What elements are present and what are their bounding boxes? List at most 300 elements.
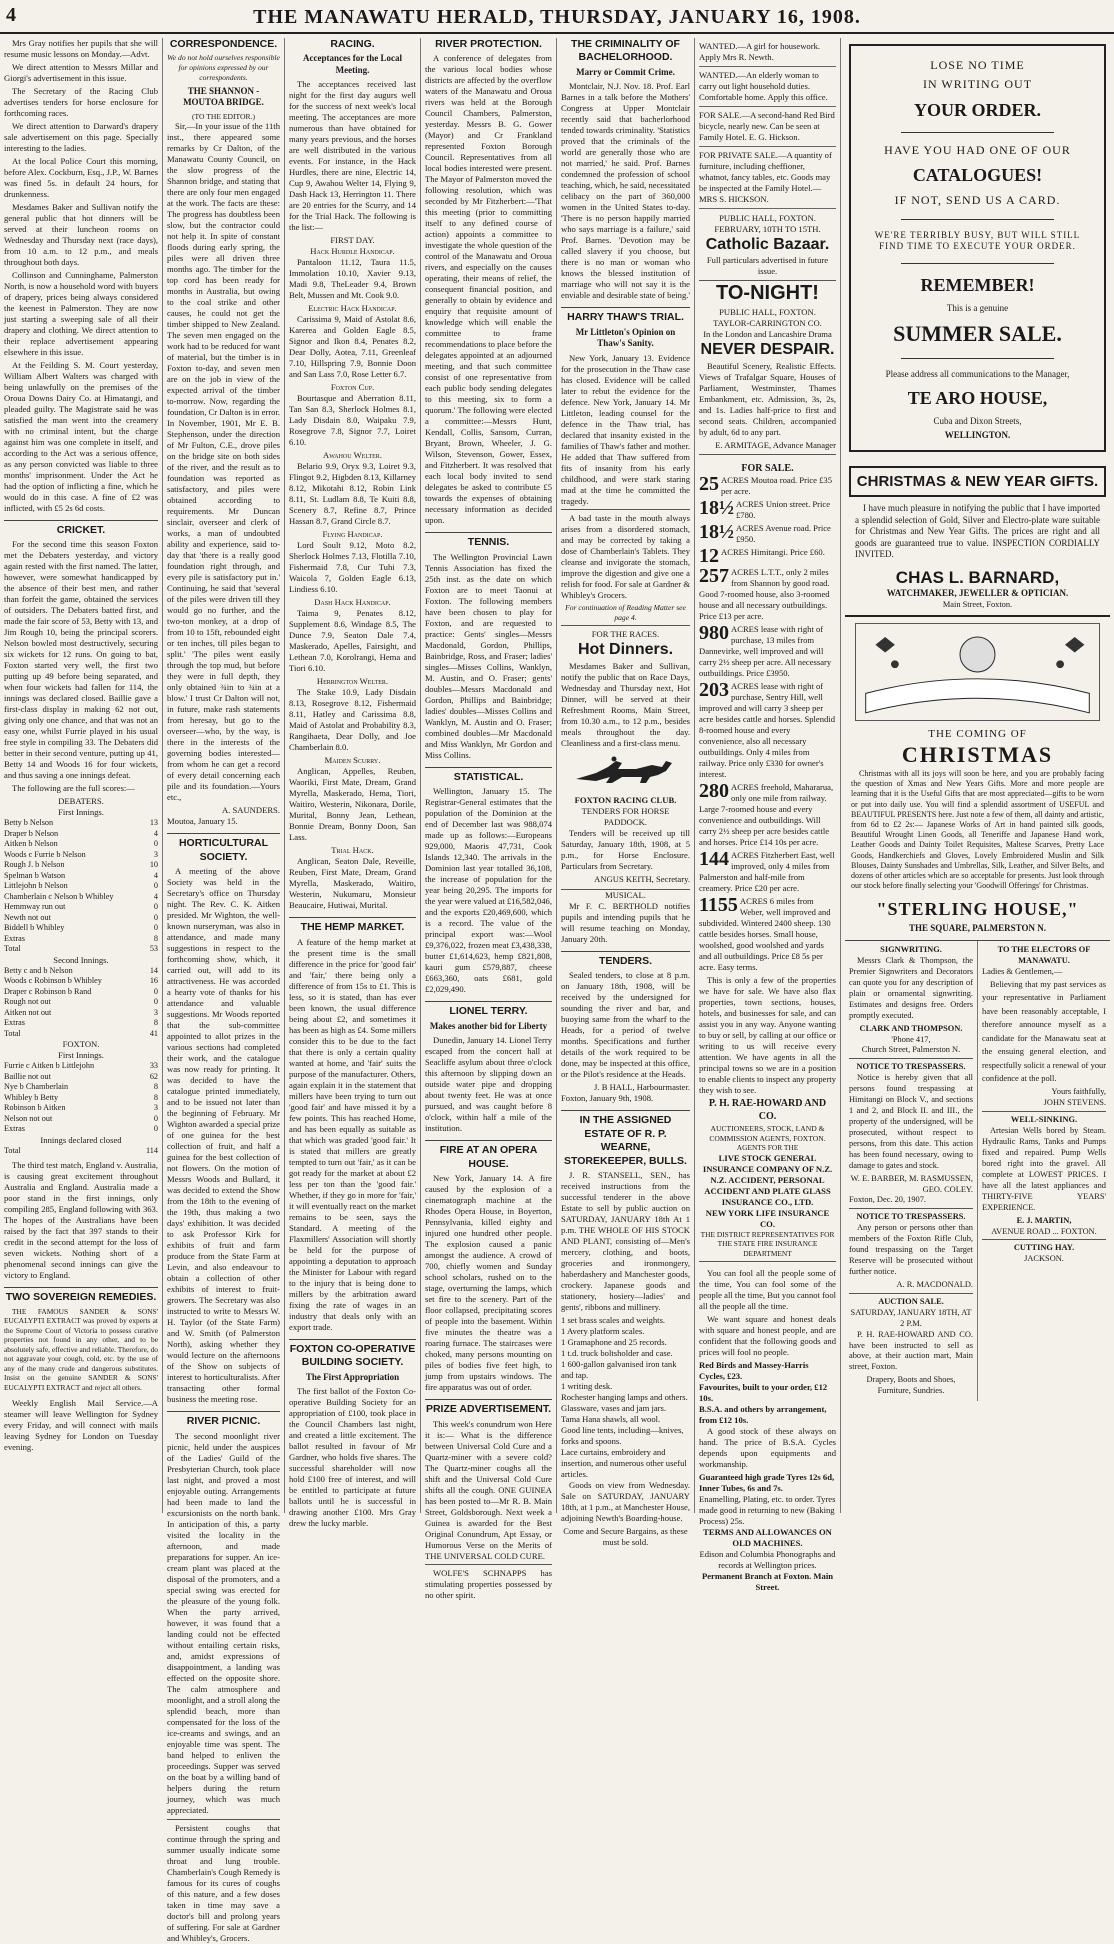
- insurance-company: N.Z. ACCIDENT, PERSONAL ACCIDENT AND PLATE GLASS INSURANCE CO., LTD.: [704, 1174, 831, 1207]
- column-4: [420, 38, 556, 1600]
- property-item: [699, 624, 836, 679]
- well-sinking-address: AVENUE ROAD ... FOXTON.: [982, 1227, 1106, 1241]
- batsman-runs: 0: [153, 902, 158, 912]
- property-description: ACRES Himitangi. Price £60.: [721, 547, 825, 558]
- hemp-market-report: A feature of the hemp market at the present time is the small difference in the price for 'good fair' and 'fair,' there being only a difference of from 15s to £1. This is less, so it is stated, than has ever been known, the usual difference being about £2, and sometimes it has been as high as £4. Some millers consider this to be due to the fact that there is only a certain quality wanted at home, and 'fair' suits the purpose of the manufacturer. Others, again explain it in the statement that millers have been trying to turn out 'good fair' and have missed it by a few points. This has reached Home, and has been equally as suitable as that which was graded 'good fair.' It is stated that millers are greatly tempted to turn out 'fair,' as it can be got ready for the market at about £2 less per ton than the 'good fair.' Whether, if they go in more for 'fair,' it will eventually react on the market remains to be seen, says the Standard. A meeting of the Flaxmillers' Association will shortly be held for the purpose of appointing a deputation to approach the Minister for Labour with regard to the injury that is being done to millers by the arbitration award fixing the rate of wages in an industry that deals only with an export trade.: [289, 936, 416, 1332]
- insurance-department: THE DISTRICT REPRESENTATIVES FOR THE STATE FIRE INSURANCE DEPARTMENT: [699, 1230, 836, 1262]
- column-7: [840, 38, 1114, 1513]
- batsman-name: Whibley b Betty: [4, 1092, 59, 1102]
- score-row: [4, 850, 158, 861]
- property-acres: 980: [699, 622, 729, 645]
- local-note: Mesdames Baker and Sullivan notify the general public that hot dinners will be served at their luncheon rooms on Wednesday and Thursday next (race days), from 10 a.m. to 12 p.m., and meals throughout both days.: [4, 202, 158, 267]
- correspondence-note: We do not hold ourselves responsible for opinions expressed by our correspondents.: [167, 53, 280, 82]
- for-the-races: FOR THE RACES.: [591, 629, 660, 640]
- race-event-entries: Bourtasque and Aberration 8.11, Tan San 8.3, Sherlock Holmes 8.1, Lady Disdain 8.0, Waipaku 7.9, Rosegrove 7.8, Signor 7.7, Loiret 6.10.: [289, 393, 416, 448]
- second-innings-label: Second Innings.: [53, 954, 109, 965]
- local-note: The Secretary of the Racing Club advertises tenders for horse enclosure for forthcoming races.: [4, 86, 158, 118]
- batsman-name: Robinson b Aitken: [4, 1103, 66, 1113]
- for-sale-ad: FOR PRIVATE SALE.—A quantity of furniture, including cheffioner, whatnot, fancy tables, etc. Goods may be inspected at the Family Hotel.—MRS S. HICKSON.: [699, 147, 836, 209]
- estate-item: Good line tents, including—knives, forks and spoons.: [561, 1424, 684, 1446]
- sterling-house-name: "STERLING HOUSE,": [876, 898, 1079, 919]
- foxton-heading: FOXTON.: [62, 1039, 100, 1050]
- lionel-terry-subheading: Makes another bid for Liberty: [429, 1020, 548, 1031]
- batsman-name: Draper b Nelson: [4, 828, 59, 838]
- well-sinking-heading: WELL-SINKING.: [1010, 1115, 1078, 1125]
- ad-line: TE ARO HOUSE,: [907, 387, 1048, 408]
- lionel-terry-report: Dunedin, January 14. Lionel Terry escaped from the concert hall at Seacliffe asylum about three o'clock this afternoon by slipping down an outside water pipe and dropping about twenty feet. He was at once pursued, and was caught before 8 o'clock, within half a mile of the institution.: [425, 1035, 552, 1134]
- sterling-address: THE SQUARE, PALMERSTON N.: [909, 922, 1046, 933]
- score-row: [4, 934, 158, 945]
- total-label: Total: [4, 1028, 21, 1038]
- column-6: [694, 38, 840, 1593]
- debaters-second-innings: [4, 966, 158, 1029]
- score-row: [4, 892, 158, 903]
- catholic-bazaar-heading: Catholic Bazaar.: [705, 236, 830, 253]
- batsman-name: Newth not out: [4, 912, 51, 922]
- branch-text: Permanent Branch at Foxton. Main Street.: [701, 1571, 834, 1593]
- coming-line: THE COMING OF: [928, 727, 1027, 740]
- score-row: [4, 1093, 158, 1104]
- race-event-name: Dash Hack Handicap.: [314, 597, 391, 608]
- batsman-runs: 3: [153, 849, 158, 859]
- property-item: [699, 567, 836, 622]
- total-label: Total: [4, 1145, 21, 1155]
- ad-line: Cuba and Dixon Streets,: [933, 415, 1022, 426]
- batsman-name: Extras: [4, 1018, 25, 1028]
- batsman-name: Hemmway run out: [4, 902, 66, 912]
- agent-name: P. H. RAE-HOWARD AND CO.: [708, 1098, 827, 1123]
- trespass-signature: W. E. BARBER, M. RASMUSSEN, GEO. COLEY.: [850, 1173, 973, 1194]
- score-total: [4, 1146, 158, 1157]
- property-description: ACRES Fitzherbert East, well improved, only 4 miles from Palmerston and half-mile from creamery. Price £20 per acre.: [699, 850, 835, 894]
- for-sale-heading: FOR SALE.: [741, 462, 794, 474]
- trespass-date: Foxton, Dec. 20, 1907.: [849, 1195, 973, 1209]
- score-row: [4, 913, 158, 924]
- estate-item: 1 Gramaphone and 25 records.: [561, 1336, 667, 1347]
- remedy-heading: TWO SOVEREIGN REMEDIES.: [4, 1287, 158, 1304]
- company-name: TAYLOR-CARRINGTON CO.: [713, 318, 822, 329]
- opera-fire-report: New York, January 14. A fire caused by the explosion of a cinematograph machine at the Rhodes Opera House, in Boyerton, Pennsylvania, killed eighty and injured one hundred other people. The explosion caused a panic amongst the audience. A crowd of 700, chiefly women and Sunday school scholars, rushed on to the stage, overturning the lamps, which set fire to the scenery. Part of the floor collapsed, precipitating scores of people into the basement. Within five minutes the theatre was a roaring furnace. The staircases were choked, many persons mounting on piles of bodies five feet high, to jump from upstairs windows. The fire apparatus was out of order.: [425, 1173, 552, 1393]
- first-day-label: FIRST DAY.: [330, 235, 375, 246]
- page-number: 4: [6, 4, 16, 26]
- estate-item: Lace curtains, embroidery and insertion, and numerous other useful articles.: [561, 1446, 687, 1479]
- electors-heading: TO THE ELECTORS OF MANAWATU.: [997, 945, 1091, 966]
- tenders-text: Sealed tenders, to close at 8 p.m. on January 18th, 1908, will be received by the undersigned for sounding the river and bar, and buoying same from the wharf to the Heads, for a period of twelve months. Specifications and further details of the work required to be done, may be inspected at this office, or the Pilot's residence at the Heads.: [561, 970, 690, 1080]
- prize-ad-text: This week's conundrum won Here it is:— What is the difference between Universal Cold Cure and a Quartz-miner with a severe cold? The Quartz-miner coughs all the shift and the Universal Cold Cure shifts all the cough. ONE GUINEA has been posted to—Mr R. B. Main Street, Goldsborough. Next week a Guinea is awarded for the Best Original Conundrum, Apt Essay, or Humorous Verse on the Merits of THE UNIVERSAL COLD CURE.: [425, 1418, 552, 1561]
- score-row: [4, 902, 158, 913]
- tennis-heading: TENNIS.: [425, 532, 552, 549]
- racing-heading: RACING.: [330, 38, 375, 50]
- scores-label: The following are the full scores:—: [12, 783, 135, 794]
- estate-item: Tama Hana shawls, all wool.: [561, 1413, 661, 1424]
- property-item: [699, 545, 836, 568]
- property-acres: 12: [699, 545, 719, 568]
- race-event-name: Flying Handicap.: [322, 529, 383, 540]
- property-item: [699, 475, 836, 497]
- bike-price: Favourites, built to your order, £12 10s.: [699, 1382, 828, 1404]
- batsman-runs: 13: [149, 818, 158, 828]
- newspaper-title: THE MANAWATU HERALD, THURSDAY, JANUARY 16, 1908.: [253, 6, 861, 28]
- drama-title: NEVER DESPAIR.: [700, 341, 835, 359]
- agents-for: AGENTS FOR THE: [736, 1143, 799, 1153]
- edison-text: Edison and Columbia Phonographs and records at Wellington prices.: [699, 1549, 836, 1571]
- estate-item: 1 writing desk.: [561, 1380, 613, 1391]
- debaters-heading: DEBATERS.: [58, 796, 104, 807]
- score-row: [4, 1018, 158, 1029]
- batsman-name: Littlejohn b Nelson: [4, 881, 68, 891]
- estate-bargains: Come and Secure Bargains, as these must be sold.: [563, 1525, 688, 1547]
- river-protection-heading: RIVER PROTECTION.: [435, 38, 542, 50]
- enamel-price: Enamelling, Plating, etc. to order. Tyres made good in returning to new (Baking Process) 25s.: [699, 1494, 836, 1527]
- race-event-name: Herrington Welter.: [316, 676, 389, 687]
- estate-item: 1 600-gallon galvanised iron tank and tap.: [561, 1358, 677, 1380]
- race-event-entries: Carissima 9, Maid of Astolat 8.6, Karerea and Golden Eagle 8.5, Signor and Ikon 8.4, Penates 8.2, Dear Dolly, Aotea, 7.11, Greenleaf 7.10, Hillspring 7.9, Bonnie Doon and San Lass 7.0, Rose Letter 6.7.: [289, 314, 416, 380]
- bike-price: Red Birds and Massey-Harris Cycles, £23.: [699, 1360, 809, 1382]
- column-2: [162, 38, 284, 1943]
- local-note: Mrs Gray notifies her pupils that she will resume music lessons on Monday.—Advt.: [4, 38, 158, 59]
- holly-ribbon-icon: [856, 624, 1099, 720]
- thaw-trial-heading: HARRY THAW'S TRIAL.: [561, 307, 690, 324]
- score-row: [4, 987, 158, 998]
- signwriting-name: CLARK AND THOMPSON.: [859, 1023, 963, 1033]
- agent-sub: AUCTIONEERS, STOCK, LAND & COMMISSION AGENTS, FOXTON.: [709, 1123, 826, 1143]
- property-description: ACRES lease with right of purchase, 13 miles from Dannevirke, well improved and will carry 2½ sheep per acre. All necessary outbuildings. Price £3950.: [699, 624, 832, 679]
- score-row: [4, 881, 158, 892]
- test-match-note: The third test match, England v. Australia, is causing great excitement throughout Australia and England. Australia made a poor stand in the first innings, only compiling 285, England following with 363. The hopes of the Australians have been raised by the fact that 397 stands to their credit in the second attempt for the loss of seven wickets. Nothing short of a phenomenal second innings can give the victory to England.: [4, 1160, 158, 1281]
- trespass-text: Any person or persons other than members of the Foxton Rifle Club, found trespassing on the Target Reserve will be prosecuted without further notice.: [849, 1223, 973, 1276]
- batsman-name: Furrie c Aitken b Littlejohn: [4, 1061, 95, 1071]
- batsman-name: Biddell b Whibley: [4, 923, 65, 933]
- batsman-runs: 4: [153, 891, 158, 901]
- race-event-entries: The Stake 10.9, Lady Disdain 8.13, Rosegrove 8.12, Fishermaid 8.11, Hatley and Carissima 8.8, Maid of Astolat and Probability 8.3, Rangihaeta, Dear Dolly, and Joe Chamberlain 8.0.: [289, 687, 416, 753]
- ad-line: SUMMER SALE.: [893, 321, 1062, 347]
- fool-text: You can fool all the people some of the time, You can fool some of the people all the time, But you cannot fool all the people all the time.: [699, 1268, 836, 1312]
- musical-heading: MUSICAL.: [561, 889, 690, 901]
- hot-dinners-ad: Mesdames Baker and Sullivan, notify the public that on Race Days, Wednesday and Thursday next, Hot Dinner, will be served at their Refreshment Rooms, Main Street, from 10.30 a.m., to 12 p.m., besides meals throughout the day. Cleanliness and a first-class menu.: [561, 660, 690, 748]
- bottom-ads-right: [977, 941, 1110, 1401]
- for-sale-ad: FOR SALE.—A second-hand Red Bird bicycle, nearly new. Can be seen at Family Hotel. E. G. Hickson.: [699, 107, 836, 147]
- batsman-name: Spelman b Watson: [4, 870, 66, 880]
- well-sinking-text: Artesian Wells bored by Steam. Hydraulic Rams, Tanks and Pumps fixed and repaired. Pump Wells bored right into the gravel. All complete at LOWEST PRICES. I have all the latest appliances and THIRTY-FIVE YEARS' EXPERIENCE.: [982, 1126, 1106, 1212]
- race-event-entries: Pantaloon 11.12, Taura 11.5, Immolation 10.10, Xavier 9.13, Madi 9.8, TheLeader 9.4, Brown Belt, Mussen and Mt. Cook 9.0.: [289, 257, 416, 301]
- ad-line: YOUR ORDER.: [913, 99, 1041, 120]
- racing-subheading: Acceptances for the Local Meeting.: [302, 53, 403, 75]
- paddock-signature: ANGUS KEITH, Secretary.: [594, 873, 690, 884]
- public-hall: PUBLIC HALL, FOXTON.: [719, 213, 816, 223]
- racing-intro: The acceptances received last night for the first day augurs well for the success of next week's local meeting. The acceptances are more numerous than have obtained for many years previous, and the horses are well distributed in the various events. For instance, in the Hack Hurdles, there are nine, Electric 14, Cup 9, Awahou Welter 14, Flying 9, Dash Hack 13, Herrington 11. There are 20 entries for the Scurry, and 14 for the Trial Hack. The following is the list:—: [289, 79, 416, 233]
- horticultural-heading: HORTICULTURAL SOCIETY.: [167, 833, 280, 864]
- bachelorhood-subheading: Marry or Commit Crime.: [576, 66, 675, 77]
- score-row: [4, 923, 158, 934]
- property-item: [699, 782, 836, 848]
- batsman-runs: 4: [153, 828, 158, 838]
- race-events: [289, 246, 416, 911]
- statistical-heading: STATISTICAL.: [425, 767, 552, 784]
- score-total: [4, 944, 158, 955]
- first-innings-label: First Innings.: [58, 1050, 104, 1061]
- batsman-runs: 14: [149, 965, 158, 975]
- total-label: Total: [4, 944, 21, 954]
- local-note: We direct attention to Darward's drapery sale advertisement on this page. Specially interesting to the ladies.: [4, 121, 158, 153]
- ad-line: IF NOT, SEND US A CARD.: [894, 193, 1061, 208]
- column-1: [0, 38, 162, 1513]
- tennis-report: The Wellington Provincial Lawn Tennis Association has fixed the 25th inst. as the date on which Foxton are to meet Taonui at Foxton. The following members have been chosen to play for Foxton, and are requested to practice: Gents' singles—Messrs Macdonald, Gordon, Phillips, Bainbridge, Ross, and Fraser; ladies' singles—Misses Collins, Wanklyn, M. Austin, and O. Fraser; gents' doubles—Messrs Macdonald and Gordon, Phillips and Bainbridge; ladies' doubles—Misses Collins and Wanklyn, M. Austin and O. Fraser; combined doubles—Mr Macdonald and Miss Wanklyn, Mr Gordon and Miss Collins.: [425, 551, 552, 760]
- auction-text: P. H. RAE-HOWARD AND CO. have been instructed to sell as above, at their auction mart, Main street, Foxton.: [849, 1329, 973, 1372]
- electors-close: Yours faithfully,: [1051, 1087, 1106, 1097]
- property-note: This is only a few of the properties we have for sale. We have also flax properties, town sections, houses, hotels, and businesses for sale, and can assist you in any way. Anyone wanting to buy or sell, by calling at our office or writing to us will receive every attention. We have agents in all the principal towns so we are in a position to enable clients to inspect any property they wish to see.: [699, 975, 836, 1096]
- thaw-trial-subheading: Mr Littleton's Opinion on Thaw's Sanity.: [575, 326, 676, 349]
- sterling-text: Christmas with all its joys will soon be here, and you are probably facing the question of Xmas and New Years Gifts. More and more people are learning that it is the Useful Gifts that are most appreciated—gifts to be worn or put into daily use. You will find a splendid assortment of USEFUL and BEAUTIFUL PRESENTS here. Just note a few of them, all dainty and artistic, from 6d to £2 2s:— Japanese Works of Art in hand painted silk goods, Beautiful Wrought Linen Goods, all Teneriffe and Japanese Hand work, Leather Goods and Dainty Toilet Requisites, Maltese Scarves, Pretty Lace Goods, Handkerchiefs and Gloves, Lovely Embroidered Muslin and Silk Blouses, Dainty Sunshades and Umbrellas, Silk, Leather, and Silver Belts, and dozens of other articles which are so acceptable for presents. Just look through our stock before finally selecting your 'Goodwill Offerings' for Christmas.: [851, 768, 1104, 891]
- batsman-name: Extras: [4, 933, 25, 943]
- signwriting-text: Messrs Clark & Thompson, the Premier Signwriters and Decorators can quote you for any description of plain or ornamental signwriting. Estimates and designs free. Orders promptly executed.: [849, 956, 973, 1020]
- property-description: ACRES lease with right of purchase, Sentry Hill, well improved and will carry 3 sheep per acre besides cattle and horses. Splendid 8-roomed house and every convenience, also all necessary outbuildings. Only 4 miles from railway. Price only £330 for owner's interest.: [699, 681, 836, 780]
- batsman-name: Betty c and b Nelson: [4, 965, 73, 975]
- batsman-name: Woods c Robinson b Whibley: [4, 976, 102, 986]
- column-3: [284, 38, 420, 1529]
- electors-text: Believing that my past services as your representative in Parliament have been reasonably acceptable, I therefore announce myself as a candidate for the Manawatu seat at the ensuing general election, and respectfully solicit a renewal of your confidence at the poll.: [982, 979, 1106, 1084]
- batsman-name: Nelson not out: [4, 1113, 53, 1123]
- te-aro-house-ad: [849, 44, 1106, 452]
- letter-body: Sir,—In your issue of the 11th inst., there appeared some remarks by Cr Dalton, of the Manawatu County Council, on the slow progress of the Shannon bridge, and stating that there are only four men engaged at the work. The facts are these: The progress has doubtless been slow, but the contractor could not help it. In spite of constant floods during early spring, the piles were all driven three months ago. The timber for the top cord has been ready for months in Australia, but owing to the coal strike and other causes, he could not get the timber shipped to New Zealand. The seven men engaged on the work had to be reduced for want of material, but the timber is in Foxton to-day, and seven men are on the job in view of the expected arrival of the timber to-morrow. Now, regarding the foundation, Cr Dalton is in error. In November, 1901, Mr E. B. Stephenson, under the direction of Mr Fulton, C.E., drove piles on the bridge site on both sides of the river, and the result as to foundation was reported as satisfactory, and piles were obtained according to requirements. Mr Duncan sinclair, overseer and clerk of works, a man of undoubted ability and experience, said to-day that 'there is a really good foundation right through, and every pile is satisfactory put in.' Continuing, he said that 'several of the piles were driven till they would go no further, and the two-ton monkey, at a drop of from 10 to 15ft, rebounded eight or ten inches, till piles began to split.' 'The piles went easily through the top mud, but before they were in full depth, they only obtained ¾in to ¾in at a blow.' I trust Cr Dalton will not, in future, make rash statements from heresay, but go to the overseer—who, by the way, is there in the interests of the governing bodies interested—from whom he can get a record of every detail concerning each pile and its foundation.—Yours etc.,: [167, 121, 280, 803]
- wanted-ad: WANTED.—An elderly woman to carry out light household duties. Comfortable home. Apply this office.: [699, 67, 836, 107]
- bazaar-text: Full particulars advertised in future issue.: [699, 255, 836, 281]
- score-row: [4, 871, 158, 882]
- tyres-price: Guaranteed high grade Tyres 12s 6d, Inner Tubes, 6s and 7s.: [699, 1472, 835, 1494]
- ad-line: This is a genuine: [946, 302, 1009, 313]
- property-acres: 144: [699, 848, 729, 871]
- score-row: [4, 860, 158, 871]
- race-event-name: Foxton Cup.: [330, 382, 375, 393]
- signwriting-address: Church Street, Palmerston N.: [849, 1045, 973, 1059]
- auction-items: Drapery, Boots and Shoes, Furniture, Sundries.: [866, 1375, 956, 1396]
- chaff-signature: JACKSON.: [1024, 1254, 1064, 1264]
- batsman-runs: 0: [153, 986, 158, 996]
- local-note: At the local Police Court this morning, before Alex. Cockburn, Esq., J.P., W. Barnes was fined 5s. in default 24 hours, for drunkenness.: [4, 156, 158, 199]
- opera-fire-heading: FIRE AT AN OPERA HOUSE.: [425, 1140, 552, 1171]
- total-runs: 41: [149, 1028, 158, 1038]
- property-item: [699, 896, 836, 973]
- letter-to: (TO THE EDITOR.): [191, 111, 256, 121]
- score-row: [4, 1103, 158, 1114]
- batsman-name: Rough not out: [4, 997, 51, 1007]
- column-5: [556, 38, 694, 1547]
- signwriting-phone: 'Phone 417,: [891, 1034, 931, 1044]
- batsman-runs: 8: [153, 1018, 158, 1028]
- batsman-runs: 3: [153, 1103, 158, 1113]
- terms-heading: TERMS AND ALLOWANCES ON OLD MACHINES.: [703, 1527, 832, 1549]
- batsman-runs: 10: [149, 860, 158, 870]
- drama-signature: E. ARMITAGE, Advance Manager: [699, 440, 836, 455]
- batsman-name: Aitken b Nelson: [4, 839, 58, 849]
- insurance-company: NEW YORK LIFE INSURANCE CO.: [705, 1207, 830, 1229]
- race-event-name: Trial Hack.: [331, 845, 374, 856]
- gifts-heading: CHRISTMAS & NEW YEAR GIFTS.: [849, 466, 1106, 497]
- barnard-name: CHAS L. BARNARD,: [895, 567, 1060, 587]
- batsman-runs: 16: [149, 976, 158, 986]
- letter-signature: A. SAUNDERS.: [221, 805, 280, 816]
- lionel-terry-heading: LIONEL TERRY.: [425, 1001, 552, 1018]
- ad-line: IN WRITING OUT: [922, 77, 1033, 92]
- batsman-name: Rough J. b Nelson: [4, 860, 65, 870]
- prize-ad-heading: PRIZE ADVERTISEMENT.: [425, 1399, 552, 1416]
- batsman-runs: 0: [153, 997, 158, 1007]
- building-society-report: The first ballot of the Foxton Co-operative Building Society for an appropriation of £100, took place in the Council Chambers last night, and created a little excitement. The ballot resulted in favour of Mr Gardner, who holds five shares. The successful shareholder will now hold £100 free of interest, and will be entitled to participate at future ballots until he is successful in drawing another £100. Mrs Gray drew the lucky marble.: [289, 1386, 416, 1529]
- wanted-ad: WANTED.—A girl for housework. Apply Mrs R. Newth.: [699, 38, 836, 67]
- batsman-runs: 62: [149, 1071, 158, 1081]
- masthead: [0, 0, 1114, 34]
- property-item: [699, 523, 836, 545]
- local-note: Collinson and Cunninghame, Palmerston North, is now a household word with buyers of drapery, prices being always considered the keenest in Palmerston. They are now just starting a sweeping sale of all their drapery and clothing. We direct attention to their replace advertisement appearing elsewhere in this issue.: [4, 270, 158, 357]
- continuation-note: For continuation of Reading Matter see page 4.: [561, 603, 690, 626]
- race-event-name: Maiden Scurry.: [324, 755, 381, 766]
- property-description: ACRES Moutoa road. Price £35 per acre.: [721, 475, 832, 497]
- schnapps-ad: WOLFE'S SCHNAPPS has stimulating properties possessed by no other spirit.: [425, 1564, 552, 1601]
- barnard-address: Main Street, Foxton.: [845, 600, 1110, 617]
- electors-signature: JOHN STEVENS.: [982, 1098, 1106, 1112]
- score-row: [4, 1124, 158, 1135]
- batsman-runs: 3: [153, 1007, 158, 1017]
- batsman-name: Chamberlain c Nelson b Whibley: [4, 891, 114, 901]
- public-hall: PUBLIC HALL, FOXTON.: [719, 307, 816, 318]
- chaff-heading: CUTTING HAY.: [1013, 1243, 1075, 1253]
- score-row: [4, 1072, 158, 1083]
- race-event-entries: Taima 9, Penates 8.12, Supplement 8.6, Windage 8.5, The Dunce 7.9, Seaton Dale 7.4, Maskerado, Apelles, Fairsight, and Lethean 7.0, Korolrangi, Hema and Tiori 6.10.: [289, 608, 416, 674]
- building-society-heading: FOXTON CO-OPERATIVE BUILDING SOCIETY.: [289, 1339, 416, 1370]
- coming-of-christmas: [845, 727, 1110, 769]
- river-picnic-report: The second moonlight river picnic, held under the auspices of the Ladies' Guild of the Presbyterian Church, took place last night, and proved a most enjoyable outing. Arrangements had been made to land the excursionists on the north bank. In anticipation of this, a party visited the locality in the afternoon, and made preparations for supper. An ice-cream plant was placed at the disposal of the promoters, and a special swing was erected for the pleasure of the young folk. When the party arrived, however, it was found that a landing could not be effected without entailing certain risks, and, amidst expressions of disappointment, a landing was effected on the opposite shore. The calm atmosphere and moonlight, and a stroll along the splendid beach, more than compensated for the loss of the ice-creams and swings, and an enjoyable time was spent. The band helped to enliven the proceedings. Supper was served on the boat by a willing band of helpers during the return journey, which was much appreciated.: [167, 1430, 280, 1815]
- race-event-entries: Anglican, Appelles, Reuben, Waoriki, First Mate, Dream, Grand Myrella, Maskerado, Hema, Tiori, Waitiro, Westerin, Nikonara, Dorile, Murital, Bonny Jean, Lethean, Bonnie Dream, Bonny Doon, San Lass.: [289, 766, 416, 843]
- property-acres: 1155: [699, 894, 738, 917]
- ad-line: LOSE NO TIME: [930, 58, 1025, 72]
- signwriting-heading: SIGNWRITING.: [880, 945, 942, 955]
- property-description: ACRES Union street. Price £780.: [736, 499, 831, 521]
- tablets-ad: A bad taste in the mouth always arises from a disordered stomach, and may be corrected by taking a dose of Chamberlain's Tablets. They cleanse and invigorate the stomach, improve the digestion and give one a relish for food. For sale at Gardner & Whibley's Grocers.: [561, 509, 690, 601]
- ad-line: REMEMBER!: [920, 274, 1035, 295]
- hemp-market-heading: THE HEMP MARKET.: [289, 917, 416, 934]
- racing-club-name: FOXTON RACING CLUB.: [574, 794, 677, 805]
- race-event-name: Electric Hack Handicap.: [308, 303, 397, 314]
- score-row: [4, 1082, 158, 1093]
- score-total: [4, 1029, 158, 1040]
- river-protection-report: A conference of delegates from the various local bodies whose districts are affected by the overflow waters of the Manawatu and Oroua rivers was held at the Borough Council Chambers, Palmerston, yesterday. Messrs B. G. Gower (Mayor) and Cr Frankland represented Foxton Borough Council. Representatives from all local bodies interested were present. The Mayor of Palmerston moved the following resolution, which was seconded by Mr Fitzherbert:—'That this meeting (prior to committing itself to any defined course of action) appoints a committee to investigate the whole question of the control of the Manawatu and Oroua rivers, and especially on the causes operating, their means of relief, the consequent financial position, and generally to obtain by evidence and enquiry that requisite amount of knowledge which will enable the committee to frame recommendations to place before the delegates appointed at an adjourned meeting, and that such committee consist of one representative from each public body sending delegates to this meeting, six to form a quorum.' The following were elected a committee:—Messrs Hunt, Kendall, Collis, Sansom, Curran, Bryant, Brown, Wheeler, J. G. Wilson, Stevenson, Gower, Essex, and Fitzherbert. It was resolved that each local body invited to send delegates be asked to contribute £5 towards the expenses of obtaining necessary information as decided upon.: [425, 53, 552, 526]
- insurance-company: LIVE STOCK GENERAL INSURANCE COMPANY OF N.Z.: [702, 1152, 833, 1174]
- letter-title: THE SHANNON - MOUTOA BRIDGE.: [183, 85, 264, 108]
- property-item: [699, 499, 836, 521]
- total-runs: 53: [149, 944, 158, 954]
- property-acres: 203: [699, 679, 729, 702]
- declared-note: Innings declared closed: [40, 1134, 122, 1145]
- property-description: ACRES 6 miles from Weber, well improved and subdivided. Wintered 2400 sheep. 130 cattle besides horses. Small house, woolshed, good woolshed and yards and all outbuildings. Price £8 5s per acre. Easy terms.: [699, 896, 831, 973]
- score-row: [4, 966, 158, 977]
- batsman-runs: 0: [153, 923, 158, 933]
- tenders-heading: TENDERS.: [561, 951, 690, 968]
- barnard-trade: WATCHMAKER, JEWELLER & OPTICIAN.: [886, 588, 1069, 599]
- race-event-name: Hack Hurdle Handicap.: [310, 246, 395, 257]
- river-picnic-heading: RIVER PICNIC.: [167, 1411, 280, 1428]
- auction-date: SATURDAY, JANUARY 18TH, AT 2 P.M.: [850, 1307, 972, 1328]
- race-event-entries: Belario 9.9, Oryx 9.3, Loiret 9.3, Flingot 9.2, Higbden 8.13, Killarney 8.12, Mikotahi 8.12, Robin Link 8.11, St. Ludlam 8.8, Te Kuiti 8.8, Scenery 8.7, Refine 8.7, Prince Hassan 8.7, Grand Circle 8.7.: [289, 461, 416, 527]
- batsman-name: Draper c Robinson b Rand: [4, 986, 92, 996]
- score-row: [4, 829, 158, 840]
- score-row: [4, 997, 158, 1008]
- property-acres: 18½: [699, 497, 734, 520]
- score-row: [4, 818, 158, 829]
- batsman-runs: 0: [153, 839, 158, 849]
- estate-heading: IN THE ASSIGNED ESTATE OF R. P. WEARNE, STOREKEEPER, BULLS.: [561, 1110, 690, 1168]
- estate-item: Rochester hanging lamps and others.: [561, 1391, 688, 1402]
- bottom-ads: [845, 940, 1110, 1401]
- racehorse-icon: [566, 753, 686, 791]
- property-acres: 18½: [699, 521, 734, 544]
- bazaar-dates: FEBRUARY, 10TH TO 15TH.: [714, 224, 821, 234]
- batsman-runs: 8: [153, 933, 158, 943]
- paddock-tenders-heading: TENDERS FOR HORSE PADDOCK.: [581, 805, 670, 827]
- estate-text: J. R. STANSELL, SEN., has received instructions from the successful tenderer in the above Estate to sell by public auction on SATURDAY, JANUARY 18th At 1 p.m. THE WHOLE OF HIS STOCK AND PLANT, consisting of—Men's mercery, clothing, and boots, groceries and ironmongery, haberdashery and Manchester goods, crockery. Japanese goods and stationery, hosiery—ladies' and gents', ribbons and millinery.: [561, 1169, 690, 1312]
- honest-deals: We want square and honest deals with square and honest people, and are confident that the following goods and prices will fool no people.: [699, 1314, 836, 1358]
- horticultural-report: A meeting of the above Society was held in the Secretary's office on Thursday night. The Rev. C. K. Aitken presided. Mr Wighton, the well-known nurseryman, was also in attendance, and made many suggestions in respect to the forthcoming show, which, it carried out, will add to its attractiveness. He was accorded a hearty vote of thanks for his attendance and valuable suggestions. Mr Woods reported that the sub-committee appointed to allot prizes in the various sections had completed their work, and the catalogue was now ready for printing. It was decided to have the catalogue printed immediately, and to be issued not later than the beginning of February. Mr Wighton awarded a special prize of one guinea for the best collection of fruit, and half a guinea for the best collection of not flowers. On the motion of Messrs Woods and Bullard, it was decided to extend the Show from the 18th to the evening of the 19th, thus making a two days' exhibition. It was decided to ask Professor Kirk for exhibits of fruit and farm produce from the State Farm at Levin, and also endeavour to obtain a collection of other exhibits of interest to fruit-growers. The Secretary was also instructed to write to Messrs W. H. Taylor (of the State Farm) and W. Smith (of Palmerston North), asking whether they would lecture on the afternoons of the Show on subjects of interest to horticulturalists. After transacting other formal business the meeting rose.: [167, 866, 280, 1405]
- batsman-runs: 0: [153, 1124, 158, 1134]
- property-item: [699, 850, 836, 894]
- score-row: [4, 976, 158, 987]
- ad-line: Please address all communications to the Manager,: [885, 369, 1070, 380]
- local-note: At the Feilding S. M. Court yesterday, William Albert Walters was charged with being unlawfully on the premises of the Oroua Downs Dairy Co. at Himatangi, and pleaded guilty. The Magistrate said he was satisfied the man went into the creamery with no criminal intent, but the charge against him was one complete in itself, and according to the Act was a serious offence, as any person convicted was liable to three months' imprisonment. Under the Act he had the option of inflicting a fine, which he would do in this case. A fine of £2 was inflicted, with £5 2s 6d costs.: [4, 360, 158, 513]
- property-description: ACRES Avenue road. Price £950.: [736, 523, 831, 545]
- batsman-name: Aitken not out: [4, 1007, 52, 1017]
- property-acres: 280: [699, 780, 729, 803]
- score-row: [4, 1114, 158, 1125]
- trespass-heading: NOTICE TO TRESPASSERS.: [856, 1212, 966, 1222]
- estate-item: 1 set brass scales and weights.: [561, 1314, 666, 1325]
- property-description: ACRES L.T.T., only 2 miles from Shannon by good road. Good 7-roomed house, also 3-roomed house and all necessary outbuildings. Price £13 per acre.: [699, 567, 830, 622]
- mail-notice: Weekly English Mail Service.—A steamer will leave Wellington for Sydney every Friday, and will connect with mails leaving Sydney for London on Tuesday evening.: [4, 1398, 158, 1453]
- cough-remedy-ad: Persistent coughs that continue through the spring and summer usually indicate some throat and lung trouble. Chamberlain's Cough Remedy is famous for its cures of coughs of this nature, and a few doses taken in time may save a doctor's bill and prolong years of suffering. For sale at Gardner and Whibley's, Grocers.: [167, 1819, 280, 1944]
- paddock-tenders-text: Tenders will be received up till Saturday, January 18th, 1908, at 5 p.m., for Horse Enclosure. Particulars from Secretary.: [561, 827, 690, 871]
- hot-dinners-heading: Hot Dinners.: [577, 641, 674, 659]
- drama-text: Beautiful Scenery, Realistic Effects. Views of Trafalgar Square, Houses of Parliament, Westminster, Thames Embankment, etc. Admission, 3s, 2s, and 1s. Ladies half-price to first and second seats. Children, accompanied by adult, 6d to any part.: [699, 360, 836, 437]
- batsman-name: Woods c Furrie b Nelson: [4, 849, 86, 859]
- property-acres: 257: [699, 565, 729, 588]
- property-item: [699, 681, 836, 780]
- trespass-heading: NOTICE TO TRESPASSERS.: [856, 1062, 966, 1072]
- estate-item: 1 Avery platform scales.: [561, 1325, 645, 1336]
- remedy-ad: THE FAMOUS SANDER & SONS' EUCALYPTI EXTRACT was proved by experts at the Supreme Court of Victoria to possess curative properties not found in any other, and to be absolutely safe, effective and reliable. Therefore, do not aggravate your cough, cold, etc. by the use of any of the many crude and dangerous substitutes. Insist on the genuine SANDER & SONS' EUCALYPTI EXTRACT and reject all others.: [4, 1306, 158, 1392]
- batsman-name: Extras: [4, 1124, 25, 1134]
- building-society-subheading: The First Appropriation: [305, 1371, 400, 1382]
- race-event-name: Awahou Welter.: [323, 450, 382, 461]
- foxton-first-innings: [4, 1061, 158, 1135]
- ad-line: WELLINGTON.: [944, 430, 1011, 441]
- drama-intro: In the London and Lancashire Drama: [703, 329, 832, 340]
- batsman-name: Nye b Chamberlain: [4, 1082, 69, 1092]
- estate-item: 1 t.d. truck boltsholder and case.: [561, 1347, 673, 1358]
- correspondence-heading: CORRESPONDENCE.: [169, 38, 278, 50]
- estate-item: Glassware, vases and jam jars.: [561, 1402, 667, 1413]
- property-description: ACRES freehold, Mahararua, only one mile from railway. Large 7-roomed house and every convenience and outbuildings. Will carry 2½ sheep per acre besides cattle and horses. Price £14 10s per acre.: [699, 782, 834, 848]
- batsman-name: Baillie not out: [4, 1071, 51, 1081]
- debaters-first-innings: [4, 818, 158, 944]
- statistical-report: Wellington, January 15. The Registrar-General estimates that the population of the Dominion at the end of December last was 988,074 made up as follows:—Europeans 929,000, Maoris 47,731, Cook Islands 12,340. The arrivals in the Dominion last year totalled 36,108, the increase of population for the year being 20,295. The imports for the year were valued at £16,582,046, and the exports £20,469,600, which is a record. The value of the principal export was:—Wool £9,376,022, frozen meat £3,438,338, butter £1,614,623, hemp £821,808, kauri gum £579,887, cheese £663,360, oats £681, gold £2,029,490.: [425, 786, 552, 995]
- score-row: [4, 1008, 158, 1019]
- batsman-runs: 0: [153, 1113, 158, 1123]
- ad-line: WE'RE TERRIBLY BUSY, BUT WILL STILL FIND TIME TO EXECUTE YOUR ORDER.: [874, 229, 1081, 252]
- property-list: [699, 475, 836, 973]
- thaw-trial-report: New York, January 13. Evidence for the prosecution in the Thaw case has closed. Evidence will be called later to rebut the evidence for the defence. New York, January 14. Mr Littleton, leading counsel for the defence in the Thaw trial, has declared that insanity existed in the families of Thaw's father and mother. He added that Thaw suffered from fits of insanity from his early childhood, and were stark staring mad at the time he committed the tragedy.: [561, 352, 690, 506]
- batsman-name: Betty b Nelson: [4, 818, 54, 828]
- batsman-runs: 33: [149, 1061, 158, 1071]
- score-row: [4, 839, 158, 850]
- christmas-illustration: [855, 623, 1100, 721]
- ad-line: CATALOGUES!: [912, 165, 1043, 186]
